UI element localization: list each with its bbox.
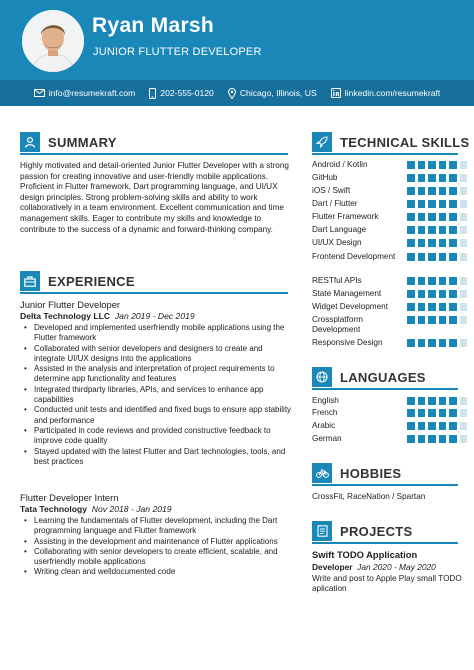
level-dot xyxy=(407,174,415,182)
level-dot xyxy=(418,422,426,430)
level-dot xyxy=(449,409,457,417)
project-role: Developer xyxy=(312,562,353,572)
list-item: • Writing clean and welldocumented code xyxy=(20,567,292,577)
skill-label: Dart Language xyxy=(312,225,367,234)
list-item: • Developed and implemented userfriendly mobile applications using the Flutter framework xyxy=(20,323,292,344)
list-item: • Learning the fundamentals of Flutter development, including the Dart programming language and Flutter framework xyxy=(20,516,292,537)
level-dot xyxy=(449,277,457,285)
level-dot xyxy=(407,397,415,405)
skill-level-dots xyxy=(407,277,467,285)
level-dot xyxy=(428,339,436,347)
job-company-line xyxy=(20,504,172,514)
level-dot xyxy=(407,187,415,195)
level-dot xyxy=(407,200,415,208)
level-dot xyxy=(418,174,426,182)
skill-level-dots xyxy=(407,161,467,169)
level-dot xyxy=(460,435,468,443)
level-dot xyxy=(418,397,426,405)
level-dot xyxy=(428,397,436,405)
skill-level-dots xyxy=(407,397,467,405)
skill-label: Flutter Framework xyxy=(312,212,379,221)
level-dot xyxy=(439,187,447,195)
languages-rule xyxy=(312,388,458,390)
list-item: • Stayed updated with the latest Flutter and Dart technologies, tools, and best practices xyxy=(20,447,292,468)
level-dot xyxy=(407,435,415,443)
skill-label: iOS / Swift xyxy=(312,186,351,195)
level-dot xyxy=(428,239,436,247)
job-company: Delta Technology LLC xyxy=(20,311,111,321)
level-dot xyxy=(439,422,447,430)
list-item: • Conducted unit tests and identified and fixed bugs to ensure app stability and performance xyxy=(20,405,292,426)
level-dot xyxy=(428,253,436,261)
languages-heading xyxy=(312,367,426,387)
level-dot xyxy=(449,161,457,169)
globe-icon xyxy=(312,367,332,387)
rocket-icon xyxy=(312,132,332,152)
contact-phone[interactable] xyxy=(149,88,214,99)
skill-label: Crossplatform Development xyxy=(312,315,363,334)
level-dot xyxy=(428,200,436,208)
level-dot xyxy=(439,397,447,405)
job-company: Tata Technology xyxy=(20,504,88,514)
level-dot xyxy=(418,303,426,311)
hobbies-rule xyxy=(312,484,458,486)
skill-label: Frontend Development xyxy=(312,252,396,261)
level-dot xyxy=(418,277,426,285)
experience-title: EXPERIENCE xyxy=(48,273,135,289)
profile-photo xyxy=(22,10,84,72)
list-item: • Assisting in the development and maintenance of Flutter applications xyxy=(20,537,292,547)
level-dot xyxy=(460,290,468,298)
summary-heading xyxy=(20,132,117,152)
level-dot xyxy=(449,200,457,208)
job-bullets xyxy=(20,516,292,578)
technical-skills-rule xyxy=(312,153,458,155)
level-dot xyxy=(418,409,426,417)
level-dot xyxy=(428,174,436,182)
phone-icon xyxy=(149,88,156,99)
hobbies-heading xyxy=(312,463,401,483)
job-bullets xyxy=(20,323,292,467)
hobbies-text: CrossFit, RaceNation / Spartan xyxy=(312,492,426,501)
level-dot xyxy=(449,397,457,405)
skill-level-dots xyxy=(407,226,467,234)
level-dot xyxy=(428,226,436,234)
level-dot xyxy=(439,253,447,261)
bicycle-icon xyxy=(312,463,332,483)
list-item: • Participated in code reviews and provided constructive feedback to improve code quality xyxy=(20,426,292,447)
level-dot xyxy=(460,316,468,324)
level-dot xyxy=(439,174,447,182)
location-text: Chicago, Illinois, US xyxy=(239,88,317,98)
level-dot xyxy=(449,303,457,311)
level-dot xyxy=(418,226,426,234)
level-dot xyxy=(407,422,415,430)
level-dot xyxy=(460,174,468,182)
summary-text: Highly motivated and detail-oriented Junior Flutter Developer with a strong passion for creating innovative and user-friendly mobile applications. Proficient in Flutter framework, Dart programming language, and UI/UX design principles. Strong problem-solving skills and ability to work collaboratively in a team environment. Excellent communication and time management skills. Eager to contribute my skills and knowledge to contribute to the success of a dynamic and forward-thinking company. xyxy=(20,161,289,234)
skill-level-dots xyxy=(407,435,467,443)
level-dot xyxy=(407,303,415,311)
level-dot xyxy=(439,226,447,234)
level-dot xyxy=(460,239,468,247)
contact-email[interactable] xyxy=(34,88,136,98)
level-dot xyxy=(418,213,426,221)
candidate-role: JUNIOR FLUTTER DEVELOPER xyxy=(93,46,262,58)
level-dot xyxy=(460,187,468,195)
experience-heading xyxy=(20,271,135,291)
level-dot xyxy=(449,422,457,430)
job-title: Junior Flutter Developer xyxy=(20,299,121,310)
level-dot xyxy=(460,397,468,405)
skill-level-dots xyxy=(407,253,467,261)
skill-label: RESTful APIs xyxy=(312,276,362,285)
summary-title: SUMMARY xyxy=(48,134,117,150)
level-dot xyxy=(460,200,468,208)
level-dot xyxy=(428,187,436,195)
technical-skills-heading xyxy=(312,132,470,152)
skill-label: Widget Development xyxy=(312,302,388,311)
skill-level-dots xyxy=(407,213,467,221)
level-dot xyxy=(449,174,457,182)
level-dot xyxy=(418,290,426,298)
level-dot xyxy=(407,409,415,417)
skill-level-dots xyxy=(407,339,467,347)
level-dot xyxy=(449,226,457,234)
level-dot xyxy=(418,161,426,169)
level-dot xyxy=(407,277,415,285)
email-text: info@resumekraft.com xyxy=(48,88,136,98)
list-item: • Integrated thirdparty libraries, APIs, and services to enhance app capabilities xyxy=(20,385,292,406)
level-dot xyxy=(428,277,436,285)
level-dot xyxy=(439,409,447,417)
level-dot xyxy=(460,339,468,347)
skill-label: Dart / Flutter xyxy=(312,199,358,208)
skill-level-dots xyxy=(407,200,467,208)
location-pin-icon xyxy=(228,88,236,99)
level-dot xyxy=(428,435,436,443)
projects-heading xyxy=(312,521,412,541)
level-dot xyxy=(460,277,468,285)
level-dot xyxy=(439,161,447,169)
level-dot xyxy=(449,339,457,347)
level-dot xyxy=(439,303,447,311)
level-dot xyxy=(460,303,468,311)
level-dot xyxy=(439,239,447,247)
level-dot xyxy=(418,239,426,247)
skill-label: German xyxy=(312,434,342,443)
contact-bar xyxy=(0,80,474,106)
level-dot xyxy=(428,161,436,169)
level-dot xyxy=(439,316,447,324)
candidate-name: Ryan Marsh xyxy=(92,14,215,37)
level-dot xyxy=(407,339,415,347)
level-dot xyxy=(428,213,436,221)
level-dot xyxy=(418,253,426,261)
level-dot xyxy=(460,161,468,169)
skill-level-dots xyxy=(407,316,467,324)
languages-title: LANGUAGES xyxy=(340,369,426,385)
level-dot xyxy=(449,253,457,261)
document-icon xyxy=(312,521,332,541)
level-dot xyxy=(439,213,447,221)
job-dates: Nov 2018 - Jan 2019 xyxy=(91,504,172,514)
skill-label: UI/UX Design xyxy=(312,238,362,247)
level-dot xyxy=(428,316,436,324)
level-dot xyxy=(407,239,415,247)
level-dot xyxy=(449,290,457,298)
linkedin-text: linkedin.com/resumekraft xyxy=(344,88,441,98)
level-dot xyxy=(418,187,426,195)
skill-level-dots xyxy=(407,239,467,247)
skill-label: French xyxy=(312,408,338,417)
phone-text: 202-555-0120 xyxy=(160,88,214,98)
level-dot xyxy=(439,277,447,285)
level-dot xyxy=(418,435,426,443)
level-dot xyxy=(407,316,415,324)
email-icon xyxy=(34,89,45,97)
skill-label: Android / Kotlin xyxy=(312,160,368,169)
list-item: • Assisted in the analysis and interpretation of project requirements to determine app functionality and features xyxy=(20,364,292,385)
contact-location xyxy=(228,88,317,99)
level-dot xyxy=(428,303,436,311)
skill-level-dots xyxy=(407,187,467,195)
level-dot xyxy=(449,316,457,324)
skill-label: State Management xyxy=(312,289,382,298)
job-title: Flutter Developer Intern xyxy=(20,492,119,503)
job-company-line xyxy=(20,311,195,321)
project-description: Write and post to Apple Play small TODO aplication xyxy=(312,574,462,594)
level-dot xyxy=(418,200,426,208)
summary-rule xyxy=(20,153,288,155)
experience-rule xyxy=(20,292,288,294)
level-dot xyxy=(418,316,426,324)
level-dot xyxy=(407,290,415,298)
level-dot xyxy=(460,213,468,221)
linkedin-icon xyxy=(331,88,341,98)
skill-label: GitHub xyxy=(312,173,338,182)
skill-label: Arabic xyxy=(312,421,336,430)
level-dot xyxy=(407,253,415,261)
skill-level-dots xyxy=(407,422,467,430)
skill-level-dots xyxy=(407,174,467,182)
level-dot xyxy=(407,213,415,221)
level-dot xyxy=(449,213,457,221)
project-title: Swift TODO Application xyxy=(312,549,418,560)
hobbies-title: HOBBIES xyxy=(340,465,402,481)
project-meta xyxy=(312,562,436,572)
level-dot xyxy=(428,422,436,430)
list-item: • Collaborating with senior developers to create efficient, scalable, and userfriendly mobile applications xyxy=(20,547,292,568)
level-dot xyxy=(460,422,468,430)
technical-skills-title: TECHNICAL SKILLS xyxy=(340,134,470,150)
projects-title: PROJECTS xyxy=(340,523,413,539)
level-dot xyxy=(449,187,457,195)
level-dot xyxy=(449,435,457,443)
level-dot xyxy=(439,200,447,208)
job-dates: Jan 2019 - Dec 2019 xyxy=(114,311,195,321)
project-dates: Jan 2020 - May 2020 xyxy=(357,562,436,572)
level-dot xyxy=(418,339,426,347)
level-dot xyxy=(428,409,436,417)
level-dot xyxy=(407,161,415,169)
level-dot xyxy=(439,339,447,347)
level-dot xyxy=(449,239,457,247)
header xyxy=(0,0,474,106)
skill-level-dots xyxy=(407,409,467,417)
level-dot xyxy=(428,290,436,298)
level-dot xyxy=(439,435,447,443)
briefcase-icon xyxy=(20,271,40,291)
skill-level-dots xyxy=(407,290,467,298)
level-dot xyxy=(407,226,415,234)
skill-level-dots xyxy=(407,303,467,311)
skill-label: Responsive Design xyxy=(312,338,383,347)
level-dot xyxy=(460,409,468,417)
level-dot xyxy=(439,290,447,298)
level-dot xyxy=(460,226,468,234)
list-item: • Collaborated with senior developers and designers to create and integrate UI/UX designs into the applications xyxy=(20,344,292,365)
projects-rule xyxy=(312,542,458,544)
skill-label: English xyxy=(312,396,339,405)
contact-linkedin[interactable] xyxy=(331,88,441,98)
person-icon xyxy=(20,132,40,152)
level-dot xyxy=(460,253,468,261)
